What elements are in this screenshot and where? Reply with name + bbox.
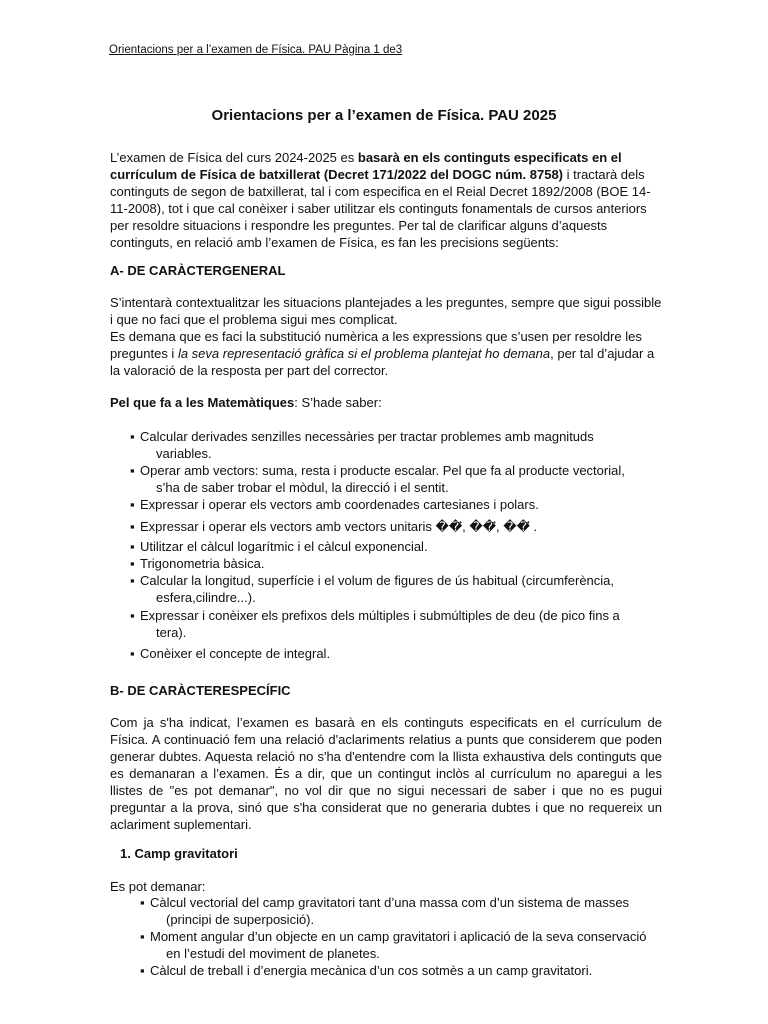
list-item — [130, 518, 650, 538]
section-a-paragraph-2 — [110, 328, 662, 379]
list-item — [130, 645, 650, 662]
list-item — [140, 928, 660, 962]
bullet-icon: ▪ — [130, 497, 135, 512]
bullet-icon: ▪ — [130, 519, 135, 534]
list-item — [130, 496, 650, 518]
bullet-icon: ▪ — [130, 573, 135, 588]
list-item-continuation: esfera,cilindre...). — [156, 590, 256, 605]
gravity-bullet-list — [140, 894, 660, 979]
list-item — [130, 607, 650, 645]
list-item — [140, 962, 660, 979]
document-title: Orientacions per a l’examen de Física. PAU 2025 — [211, 107, 557, 124]
section-a-p2-text-b: , per tal d’ajudar a la valoració de la resposta per part del corrector. — [110, 346, 655, 378]
section-b-heading: B- DE CARÀCTERESPECÍFIC — [110, 683, 291, 698]
list-item-text: Calcular la longitud, superfície i el volum de figures de ús habitual (circumferència, — [140, 573, 615, 588]
list-item-continuation: variables. — [156, 446, 212, 461]
list-item-text: Moment angular d’un objecte en un camp gravitatori i aplicació de la seva conservació — [150, 929, 647, 944]
math-bullet-list — [130, 428, 650, 662]
math-intro-bold: Pel que fa a les Matemàtiques — [110, 395, 295, 410]
list-item-text: Utilitzar el càlcul logarítmic i el càlcul exponencial. — [140, 539, 428, 554]
list-item — [140, 894, 660, 928]
list-item-text: Operar amb vectors: suma, resta i producte escalar. Pel que fa al producte vectorial, — [140, 463, 625, 478]
bullet-icon: ▪ — [130, 463, 135, 478]
math-intro-rest: : S’hade saber: — [294, 395, 382, 410]
subsection-title: 1. Camp gravitatori — [120, 846, 238, 861]
list-item-text: Expressar i operar els vectors amb vectors unitaris ��⃗, ��⃗, ��⃗ . — [140, 519, 538, 534]
bullet-icon: ▪ — [130, 556, 135, 571]
list-item-continuation: (principi de superposició). — [166, 912, 315, 927]
es-pot-demanar: Es pot demanar: — [110, 879, 206, 894]
list-item-text: Càlcul de treball i d’energia mecànica d’un cos sotmès a un camp gravitatori. — [150, 963, 593, 978]
list-item-text: Càlcul vectorial del camp gravitatori tant d’una massa com d’un sistema de masses — [150, 895, 630, 910]
bullet-icon: ▪ — [140, 963, 145, 978]
bullet-icon: ▪ — [140, 929, 145, 944]
list-item — [130, 538, 650, 555]
list-item-text: Calcular derivades senzilles necessàries per tractar problemes amb magnituds — [140, 429, 594, 444]
section-a-paragraph-1: S’intentarà contextualitzar les situacions plantejades a les preguntes, sempre que sigui possible i que no faci que el problema sigui mes complicat. — [110, 295, 662, 327]
list-item-text: Trigonometria bàsica. — [140, 556, 265, 571]
list-item-continuation: tera). — [156, 625, 187, 640]
list-item-text: Conèixer el concepte de integral. — [140, 646, 331, 661]
bullet-icon: ▪ — [130, 539, 135, 554]
list-item — [130, 555, 650, 572]
math-intro — [110, 394, 662, 411]
list-item — [130, 462, 650, 496]
list-item — [130, 572, 650, 607]
intro-text-bold: basarà en els continguts especificats en el currículum de Física de batxillerat (Decret 171/2022 del DOGC núm. 8758) — [110, 150, 622, 182]
bullet-icon: ▪ — [130, 429, 135, 444]
intro-paragraph — [110, 149, 662, 251]
bullet-icon: ▪ — [130, 646, 135, 661]
section-b-paragraph: Com ja s'ha indicat, l’examen es basarà en els continguts especificats en el currículum de Física. A continuació fem una relació d'aclariments relatius a punts que considerem que poden generar dubtes. Aquesta relació no s'ha d'entendre com la llista exhaustiva dels continguts que es demanaran a l’examen. És a dir, que un contingut inclòs al currículum no aparegui a les llistes de "es pot demanar", no vol dir que no sigui necessari de saber i que no es pugui preguntar a la prova, sinó que s'ha considerat que no generaria dubtes i que no requereix un aclariment suplementari. — [110, 715, 662, 832]
page-header: Orientacions per a l’examen de Física. PAU Pàgina 1 de3 — [109, 44, 403, 56]
list-item — [130, 428, 650, 462]
intro-text-a: L’examen de Física del curs 2024-2025 es — [110, 150, 358, 165]
list-item-continuation: s’ha de saber trobar el mòdul, la direcció i el sentit. — [156, 480, 449, 495]
list-item-continuation: en l’estudi del moviment de planetes. — [166, 946, 380, 961]
section-a-p2-italic: la seva representació gràfica si el problema plantejat ho demana — [177, 346, 551, 361]
bullet-icon: ▪ — [140, 895, 145, 910]
list-item-text: Expressar i conèixer els prefixos dels múltiples i submúltiples de deu (de pico fins a — [140, 608, 620, 623]
bullet-icon: ▪ — [130, 608, 135, 623]
list-item-text: Expressar i operar els vectors amb coordenades cartesianes i polars. — [140, 497, 539, 512]
section-a-heading: A- DE CARÀCTERGENERAL — [110, 263, 286, 278]
intro-text-b: i tractarà dels continguts de segon de batxillerat, tal i com especifica en el Reial Decret 1892/2008 (BOE 14-11-2008), tot i que cal conèixer i saber utilitzar els continguts fonamentals de cursos anteriors per resoldre situacions i respondre les preguntes. Per tal de clarificar alguns d’aquests continguts, en relació amb l’examen de Física, es fan les precisions següents: — [110, 167, 651, 250]
section-a-p2-text-a: Es demana que es faci la substitució numèrica a les expressions que s’usen per resoldre les preguntes i — [110, 329, 642, 361]
